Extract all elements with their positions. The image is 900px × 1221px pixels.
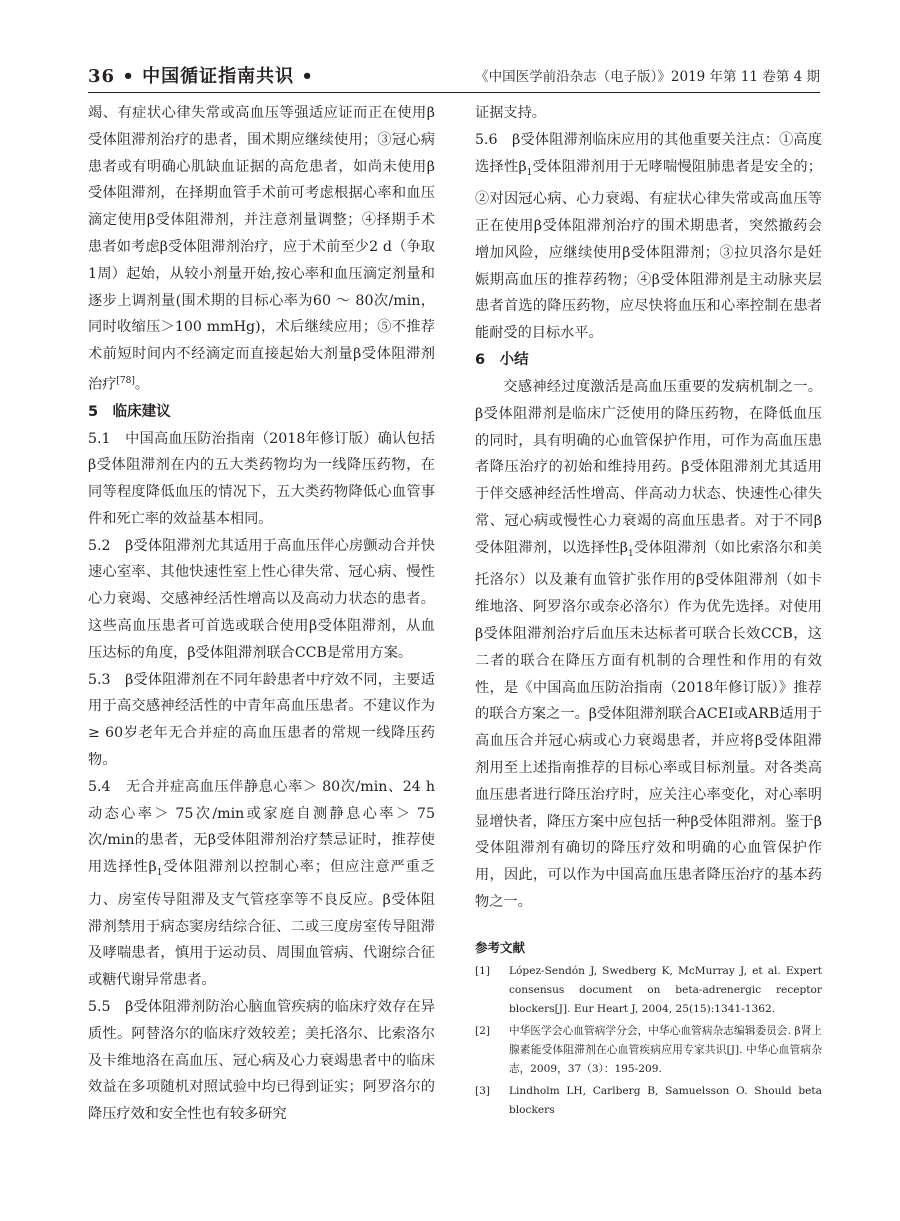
item-5-2: 5.2 β受体阻滞剂尤其适用于高血压伴心房颤动合并快速心室率、其他快速性室上性心律失常、冠心病、慢性心力衰竭、交感神经活性增高以及高动力状态的患者。这些高血压患者可首选或联合使用β受体阻滞剂，从血压达标的角度，β受体阻滞剂联合CCB是常用方案。: [88, 537, 435, 661]
item-5-4: 5.4 无合并症高血压伴静息心率＞ 80次/min、24 h动态心率＞ 75次/min或家庭自测静息心率＞ 75次/min的患者，无β受体阻滞剂治疗禁忌证时，推荐使用选择性$\beta_1$受体阻滞剂以控制心率；但应注意严重乏力、房室传导阻滞及支气管痉挛等不良反应。β受体阻滞剂禁用于病态窦房结综合征、二或三度房室传导阻滞及哮喘患者，慎用于运动员、周围血管病、代谢综合征或糖代谢异常患者。: [88, 778, 435, 989]
right-column: [475, 100, 822, 1123]
section-heading-6: 6 小结: [475, 352, 529, 368]
paragraph-perioperative: 竭、有症状心律失常或高血压等强适应证而正在使用β受体阻滞剂治疗的患者，围术期应继续使用；③冠心病患者或有明确心肌缺血证据的高危患者，如尚未使用β受体阻滞剂，在择期血管手术前可考虑根据心率和血压滴定使用β受体阻滞剂，并注意剂量调整；④择期手术患者如考虑β受体阻滞剂治疗，应于术前至少2 d（争取1周）起始，从较小剂量开始,按心率和血压滴定剂量和逐步上调剂量(围术期的目标心率为60 ～ 80次/min，同时收缩压＞100 mmHg)，术后继续应用；⑤不推荐术前短时间内不经滴定而直接起始大剂量β受体阻滞剂治疗[78]。: [88, 105, 435, 393]
references-heading: 参考文献: [475, 939, 526, 955]
section-heading-5: 5 临床建议: [88, 403, 171, 420]
continuation-text: 证据支持。: [475, 105, 546, 121]
summary-paragraph: 交感神经过度激活是高血压重要的发病机制之一。β受体阻滞剂是临床广泛使用的降压药物，在降低血压的同时，具有明确的心血管保护作用，可作为高血压患者降压治疗的初始和维持用药。β受体阻滞剂尤其适用于伴交感神经活性增高、伴高动力状态、快速性心律失常、冠心病或慢性心力衰竭的高血压患者。对于不同β受体阻滞剂，以选择性$\beta_1$受体阻滞剂（如比索洛尔和美托洛尔）以及兼有血管扩张作用的β受体阻滞剂（如卡维地洛、阿罗洛尔或奈必洛尔）作为优先选择。对使用β受体阻滞剂治疗后血压未达标者可联合长效CCB，这二者的联合在降压方面有机制的合理性和作用的有效性，是《中国高血压防治指南（2018年修订版）》推荐的联合方案之一。β受体阻滞剂联合ACEI或ARB适用于高血压合并冠心病或心力衰竭患者，并应将β受体阻滞剂用至上述指南推荐的目标心率或目标剂量。对各类高血压患者进行降压治疗时，应关注心率变化，对心率明显增快者，降压方案中应包括一种β受体阻滞剂。鉴于β受体阻滞剂有确切的降压疗效和明确的心血管保护作用，因此，可以作为中国高血压患者降压治疗的基本药物之一。: [475, 379, 822, 910]
reference-number: [1]: [475, 964, 491, 977]
reference-text: Lindholm LH, Carlberg B, Samuelsson O. Should beta blockers: [509, 1084, 822, 1116]
item-5-3: 5.3 β受体阻滞剂在不同年龄患者中疗效不同，主要适用于高交感神经活性的中青年高血压患者。不建议作为≥ 60岁老年无合并症的高血压患者的常规一线降压药物。: [88, 671, 435, 769]
reference-text: 中华医学会心血管病学分会，中华心血管病杂志编辑委员会. β肾上腺素能受体阻滞剂在心血管疾病应用专家共识[J]. 中华心血管病杂志，2009，37（3）：195-209.: [509, 1024, 822, 1075]
item-5-1: 5.1 中国高血压防治指南（2018年修订版）确认包括β受体阻滞剂在内的五大类药物均为一线降压药物，在同等程度降低血压的情况下，五大类药物降低心血管事件和死亡率的效益基本相同。: [88, 430, 435, 527]
reference-text: López-Sendón J, Swedberg K, McMurray J, et al. Expert consensus document on beta-adrenergic receptor blockers[J]. Eur Heart J, 2004, 25(15):1341-1362.: [509, 964, 822, 1015]
reference-number: [2]: [475, 1024, 491, 1037]
reference-item: [475, 1082, 822, 1120]
item-5-5: 5.5 β受体阻滞剂防治心脑血管疾病的临床疗效存在异质性。阿替洛尔的临床疗效较差；美托洛尔、比索洛尔及卡维地洛在高血压、冠心病及心力衰竭患者中的临床效益在多项随机对照试验中均已得到证实；阿罗洛尔的降压疗效和安全性也有较多研究: [88, 999, 435, 1123]
header-rule: [88, 92, 820, 93]
left-column: [88, 100, 435, 1128]
reference-number: [3]: [475, 1084, 491, 1097]
reference-item: [475, 962, 822, 1019]
running-header: [88, 62, 820, 88]
citation-78: [78]: [116, 375, 135, 386]
header-page-section: 36 • 中国循证指南共识 •: [88, 66, 314, 87]
header-journal-citation: 《中国医学前沿杂志（电子版）》2019 年第 11 卷第 4 期: [475, 69, 820, 85]
item-5-6: 5.6 β受体阻滞剂临床应用的其他重要关注点：①高度选择性$\beta_1$受体阻滞剂用于无哮喘慢阻肺患者是安全的；②对因冠心病、心力衰竭、有症状心律失常或高血压等正在使用β受体阻滞剂治疗的围术期患者，突然撤药会增加风险，应继续使用β受体阻滞剂；③拉贝洛尔是妊娠期高血压的推荐药物；④β受体阻滞剂是主动脉夹层患者首选的降压药物，应尽快将血压和心率控制在患者能耐受的目标水平。: [475, 131, 822, 342]
reference-item: [475, 1022, 822, 1079]
